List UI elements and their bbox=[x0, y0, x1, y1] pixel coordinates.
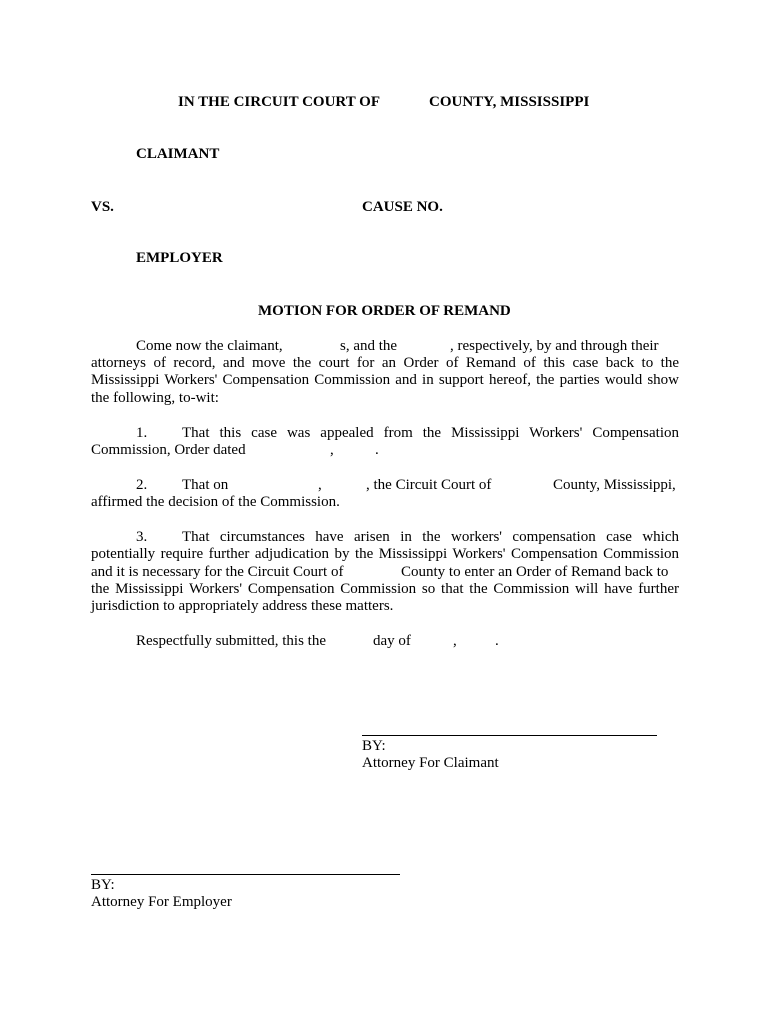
versus-label: VS. bbox=[91, 199, 114, 215]
closing-submitted: Respectfully submitted, this the bbox=[136, 633, 326, 649]
item2-comma: , bbox=[318, 477, 322, 493]
cause-number-label: CAUSE NO. bbox=[362, 199, 443, 215]
document-title: MOTION FOR ORDER OF REMAND bbox=[258, 303, 511, 319]
intro-text-part1: Come now the claimant, bbox=[136, 338, 283, 354]
claimant-attorney-label: Attorney For Claimant bbox=[362, 755, 499, 771]
item2-county-state: County, Mississippi, bbox=[553, 477, 676, 493]
court-heading: IN THE CIRCUIT COURT OF bbox=[178, 94, 381, 110]
claimant-label: CLAIMANT bbox=[136, 146, 220, 162]
closing-period: . bbox=[495, 633, 499, 649]
claimant-by-label: BY: bbox=[362, 738, 386, 754]
item2-line2: affirmed the decision of the Commission. bbox=[91, 494, 340, 510]
closing-day-of: day of bbox=[373, 633, 411, 649]
item3-line3-part1: and it is necessary for the Circuit Court of bbox=[91, 564, 344, 580]
item1-order-dated: Commission, Order dated bbox=[91, 442, 246, 458]
closing-comma: , bbox=[453, 633, 457, 649]
item3-line3-part2: County to enter an Order of Remand back to bbox=[401, 564, 669, 580]
intro-text-part2: s, and the bbox=[340, 338, 398, 354]
intro-text-part3: , respectively, by and through their bbox=[450, 338, 659, 354]
item1-period: . bbox=[375, 442, 379, 458]
item2-that-on: That on bbox=[182, 477, 229, 493]
item1-number: 1. bbox=[136, 425, 148, 441]
item3-line5: jurisdiction to appropriately address these matters. bbox=[91, 598, 394, 614]
intro-paragraph-body: attorneys of record, and move the court for an Order of Remand of this case back to the Mississippi Workers' Compensation Commission and in support hereof, the parties would show the following, to-wit: bbox=[91, 355, 679, 406]
item2-circuit-court: , the Circuit Court of bbox=[366, 477, 492, 493]
item1-line1: That this case was appealed from the Mississippi Workers' Compensation bbox=[182, 425, 679, 441]
employer-signature-line bbox=[91, 874, 400, 875]
employer-by-label: BY: bbox=[91, 877, 115, 893]
item1-comma: , bbox=[330, 442, 334, 458]
claimant-signature-line bbox=[362, 735, 657, 736]
item3-line4: the Mississippi Workers' Compensation Commission so that the Commission will have further bbox=[91, 581, 679, 597]
item2-number: 2. bbox=[136, 477, 148, 493]
item3-line2: potentially require further adjudication by the Mississippi Workers' Compensation Commission bbox=[91, 546, 679, 562]
employer-attorney-label: Attorney For Employer bbox=[91, 894, 232, 910]
employer-label: EMPLOYER bbox=[136, 250, 223, 266]
county-state-heading: COUNTY, MISSISSIPPI bbox=[429, 94, 590, 110]
item3-line1: That circumstances have arisen in the workers' compensation case which bbox=[182, 529, 679, 545]
item3-number: 3. bbox=[136, 529, 148, 545]
